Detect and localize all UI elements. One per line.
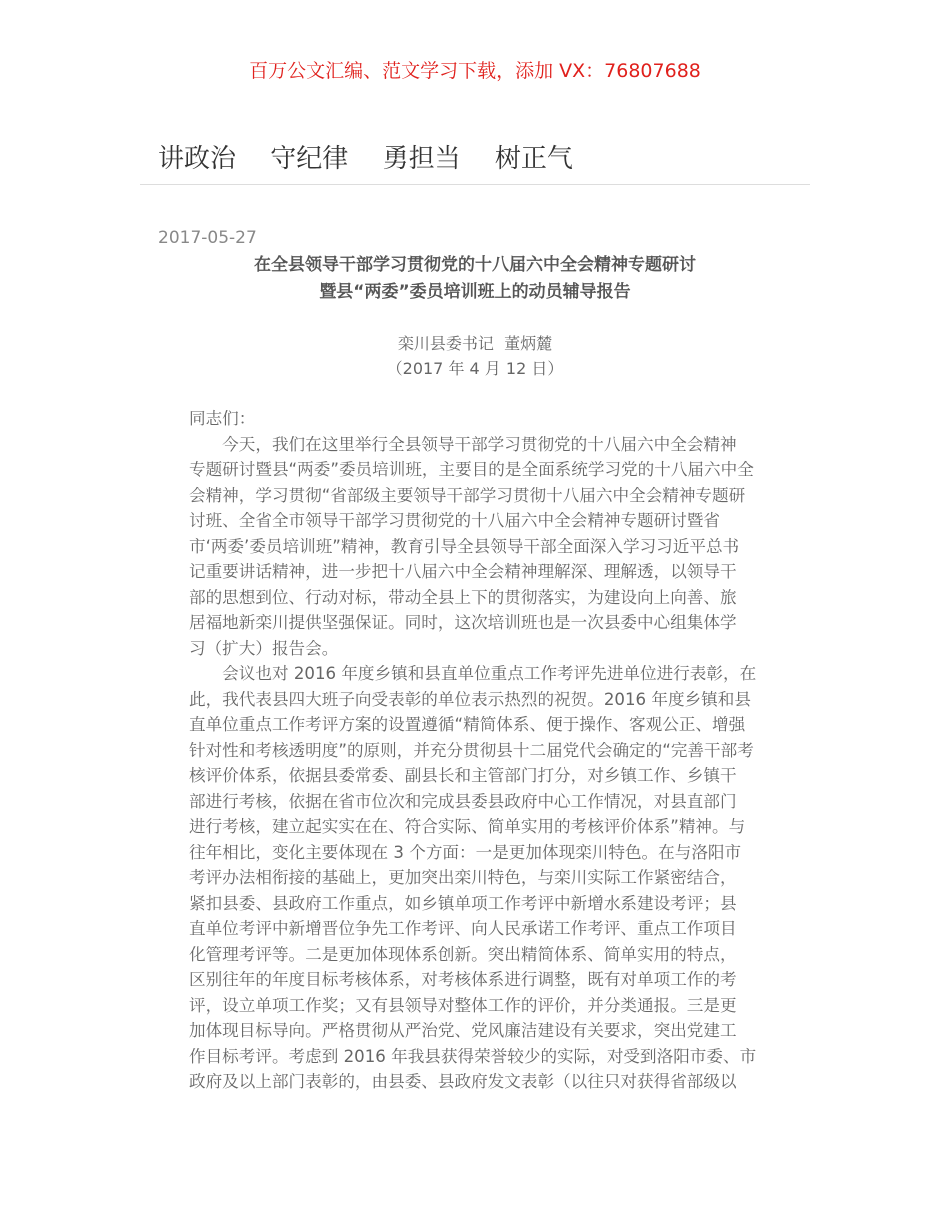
body-line: 考评办法相衔接的基础上，更加突出栾川特色，与栾川实际工作紧密结合，: [189, 868, 737, 887]
body-line: 加体现目标导向。严格贯彻从严治党、党风廉洁建设有关要求，突出党建工: [189, 1021, 737, 1040]
body-line: 紧扣县委、县政府工作重点，如乡镇单项工作考评中新增水系建设考评；县: [189, 893, 737, 913]
body-line: 会议也对 2016 年度乡镇和县直单位重点工作考评先进单位进行表彰，在: [189, 664, 757, 683]
header-divider: [140, 184, 810, 185]
tag: 守纪律: [270, 144, 349, 174]
body-line: 专题研讨暨县“两委”委员培训班，主要目的是全面系统学习党的十八届六中全: [189, 460, 754, 479]
body-line: 习（扩大）报告会。: [189, 638, 339, 658]
title-line: 在全县领导干部学习贯彻党的十八届六中全会精神专题研讨: [254, 255, 696, 275]
tag: 树正气: [494, 144, 573, 174]
body-line: 直单位考评中新增晋位争先工作考评、向人民承诺工作考评、重点工作项目: [189, 919, 737, 938]
body-line: 进行考核，建立起实实在在、符合实际、简单实用的考核评价体系”精神。与: [189, 817, 746, 836]
author-date: （2017 年 4 月 12 日）: [386, 359, 564, 378]
body-line: 针对性和考核透明度”的原则，并充分贯彻县十二届党代会确定的“完善干部考: [189, 740, 754, 760]
body-line: 讨班、全省全市领导干部学习贯彻党的十八届六中全会精神专题研讨暨省: [189, 511, 720, 530]
document-title: [0, 252, 950, 306]
body-line: 记重要讲话精神，进一步把十八届六中全会精神理解深、理解透，以领导干: [189, 562, 737, 581]
body-line: 部的思想到位、行动对标，带动全县上下的贯彻落实，为建设向上向善、旅: [189, 587, 737, 607]
post-date: 2017-05-27: [158, 228, 257, 248]
body-line: 化管理考评等。二是更加体现体系创新。突出精简体系、简单实用的特点，: [189, 944, 737, 964]
body-line: 评，设立单项工作奖；又有县领导对整体工作的评价，并分类通报。三是更: [189, 995, 737, 1015]
body-line: 会精神，学习贯彻“省部级主要领导干部学习贯彻十八届六中全会精神专题研: [189, 485, 746, 505]
tag: 勇担当: [382, 144, 461, 174]
author-block: [0, 331, 950, 381]
body-line: 往年相比，变化主要体现在 3 个方面：一是更加体现栾川特色。在与洛阳市: [189, 842, 742, 862]
tag: 讲政治: [158, 144, 237, 174]
body-line: 核评价体系，依据县委常委、副县长和主管部门打分，对乡镇工作、乡镇干: [189, 766, 737, 785]
body-line: 作目标考评。考虑到 2016 年我县获得荣誉较少的实际，对受到洛阳市委、市: [189, 1046, 757, 1066]
body-line: 居福地新栾川提供坚强保证。同时，这次培训班也是一次县委中心组集体学: [189, 613, 737, 632]
body-line: 区别往年的年度目标考核体系，对考核体系进行调整，既有对单项工作的考: [189, 970, 737, 989]
body-line: 直单位重点工作考评方案的设置遵循“精简体系、便于操作、客观公正、增强: [189, 715, 746, 734]
body-line: 此，我代表县四大班子向受表彰的单位表示热烈的祝贺。2016 年度乡镇和县: [189, 689, 751, 709]
promo-banner: 百万公文汇编、范文学习下载，添加 VX：76807688: [249, 60, 701, 82]
header-tags: [158, 138, 599, 175]
body-line: 部进行考核，依据在省市位次和完成县委县政府中心工作情况，对县直部门: [189, 791, 737, 811]
body-line: 同志们：: [189, 409, 256, 428]
document-body: [189, 406, 769, 1095]
body-line: 政府及以上部门表彰的，由县委、县政府发文表彰（以往只对获得省部级以: [189, 1072, 737, 1091]
title-line: 暨县“两委”委员培训班上的动员辅导报告: [319, 282, 631, 302]
author: 栾川县委书记 董炳麓: [397, 334, 553, 353]
body-line: 市‘两委’委员培训班”精神，教育引导全县领导干部全面深入学习习近平总书: [189, 536, 740, 556]
body-line: 今天，我们在这里举行全县领导干部学习贯彻党的十八届六中全会精神: [189, 434, 737, 454]
